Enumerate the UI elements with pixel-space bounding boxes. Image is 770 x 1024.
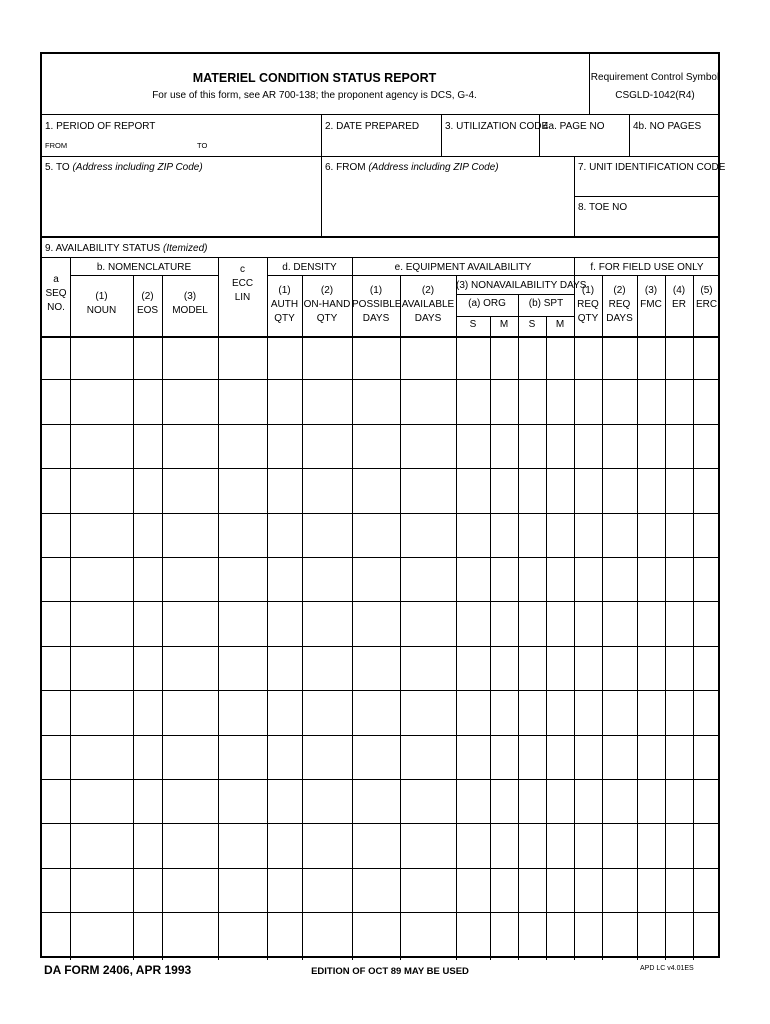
col-e1-days: DAYS bbox=[362, 313, 390, 324]
unit-id-code-label: 7. UNIT IDENTIFICATION CODE bbox=[578, 162, 726, 173]
table-row[interactable] bbox=[42, 913, 720, 957]
col-f-header: f. FOR FIELD USE ONLY bbox=[590, 262, 704, 273]
table-row[interactable] bbox=[42, 558, 720, 602]
col-e3a-org: (a) ORG bbox=[468, 298, 506, 309]
table-row[interactable] bbox=[42, 425, 720, 469]
form-id: DA FORM 2406, APR 1993 bbox=[44, 963, 192, 977]
col-c-lin: LIN bbox=[234, 292, 251, 303]
col-f2-req: REQ bbox=[608, 299, 631, 310]
col-f3-fmc: FMC bbox=[640, 299, 662, 310]
col-b1-noun: NOUN bbox=[86, 305, 117, 316]
col-d2-onhand: ON-HAND bbox=[303, 299, 351, 310]
col-b3-num: (3) bbox=[183, 291, 197, 302]
version-label: APD LC v4.01ES bbox=[640, 965, 694, 972]
form-subtitle: For use of this form, see AR 700-138; the proponent agency is DCS, G-4. bbox=[152, 90, 477, 101]
col-d2-num: (2) bbox=[320, 285, 334, 296]
period-of-report-label: 1. PERIOD OF REPORT bbox=[45, 121, 156, 132]
col-e2-num: (2) bbox=[421, 285, 435, 296]
col-f5-num: (5) bbox=[700, 285, 713, 296]
col-f2-num: (2) bbox=[613, 285, 626, 296]
table-row[interactable] bbox=[42, 380, 720, 424]
no-pages-label: 4b. NO PAGES bbox=[633, 121, 702, 132]
table-row[interactable] bbox=[42, 869, 720, 913]
col-e1-num: (1) bbox=[369, 285, 383, 296]
col-e3a-m: M bbox=[499, 319, 509, 330]
date-prepared-field[interactable] bbox=[322, 134, 441, 156]
form-title: MATERIEL CONDITION STATUS REPORT bbox=[192, 71, 437, 85]
col-f4-num: (4) bbox=[672, 285, 686, 296]
from-address-label: 6. FROM (Address including ZIP Code) bbox=[325, 162, 499, 173]
unit-id-code-field[interactable] bbox=[575, 176, 720, 196]
col-f3-num: (3) bbox=[644, 285, 658, 296]
table-row[interactable] bbox=[42, 514, 720, 558]
col-a-no: NO. bbox=[47, 302, 65, 313]
table-row[interactable] bbox=[42, 691, 720, 735]
date-prepared-label: 2. DATE PREPARED bbox=[325, 121, 420, 132]
utilization-code-label: 3. UTILIZATION CODE bbox=[445, 121, 549, 132]
col-c-ecc: ECC bbox=[231, 278, 254, 289]
col-b3-model: MODEL bbox=[172, 305, 208, 316]
col-f1-req: REQ bbox=[577, 299, 599, 310]
col-f1-qty: QTY bbox=[577, 313, 599, 324]
col-d1-qty: QTY bbox=[274, 313, 295, 324]
availability-table-body[interactable] bbox=[42, 336, 720, 958]
col-b1-num: (1) bbox=[95, 291, 108, 302]
table-row[interactable] bbox=[42, 780, 720, 824]
toe-no-label: 8. TOE NO bbox=[578, 202, 628, 213]
page-no-field[interactable] bbox=[540, 134, 629, 156]
toe-no-field[interactable] bbox=[575, 216, 720, 236]
page-no-label: 4a. PAGE NO bbox=[543, 121, 605, 132]
col-b2-eos: EOS bbox=[136, 305, 159, 316]
col-e3-header: (3) NONAVAILABILITY DAYS bbox=[456, 280, 587, 291]
period-of-report-field[interactable] bbox=[42, 134, 321, 156]
table-row[interactable] bbox=[42, 647, 720, 691]
col-d-header: d. DENSITY bbox=[282, 262, 337, 273]
col-b-header: b. NOMENCLATURE bbox=[96, 262, 192, 273]
col-e2-available: AVAILABLE bbox=[401, 299, 455, 310]
col-d1-auth: AUTH bbox=[270, 299, 299, 310]
table-row[interactable] bbox=[42, 736, 720, 780]
col-e3b-spt: (b) SPT bbox=[528, 298, 564, 309]
col-d1-num: (1) bbox=[278, 285, 291, 296]
col-f5-erc: ERC bbox=[695, 299, 718, 310]
table-row[interactable] bbox=[42, 824, 720, 868]
col-e2-days: DAYS bbox=[414, 313, 442, 324]
col-e3b-s: S bbox=[528, 319, 536, 330]
col-e3b-m: M bbox=[555, 319, 565, 330]
table-row[interactable] bbox=[42, 336, 720, 380]
col-e3a-s: S bbox=[469, 319, 477, 330]
col-e-header: e. EQUIPMENT AVAILABILITY bbox=[394, 262, 532, 273]
rcs-value: CSGLD-1042(R4) bbox=[615, 90, 695, 101]
col-f4-er: ER bbox=[672, 299, 686, 310]
no-pages-field[interactable] bbox=[630, 134, 720, 156]
from-address-field[interactable] bbox=[322, 176, 574, 236]
col-a-letter: a bbox=[53, 274, 59, 285]
col-f1-num: (1) bbox=[581, 285, 595, 296]
table-row[interactable] bbox=[42, 602, 720, 646]
period-from-label: FROM bbox=[45, 141, 68, 150]
utilization-code-field[interactable] bbox=[442, 134, 539, 156]
edition-note: EDITION OF OCT 89 MAY BE USED bbox=[311, 966, 469, 977]
col-d2-qty: QTY bbox=[316, 313, 338, 324]
to-address-label: 5. TO (Address including ZIP Code) bbox=[45, 162, 203, 173]
rcs-label: Requirement Control Symbol bbox=[590, 72, 720, 83]
availability-status-label: 9. AVAILABILITY STATUS (Itemized) bbox=[45, 243, 208, 254]
col-a-seq: SEQ bbox=[45, 288, 67, 299]
period-to-label: TO bbox=[197, 141, 208, 150]
col-f2-days: DAYS bbox=[606, 313, 633, 324]
status-report-form bbox=[40, 52, 726, 958]
to-address-field[interactable] bbox=[42, 176, 321, 236]
table-row[interactable] bbox=[42, 469, 720, 513]
col-c-letter: c bbox=[240, 264, 245, 275]
col-b2-num: (2) bbox=[141, 291, 154, 302]
col-e1-possible: POSSIBLE bbox=[352, 299, 402, 310]
